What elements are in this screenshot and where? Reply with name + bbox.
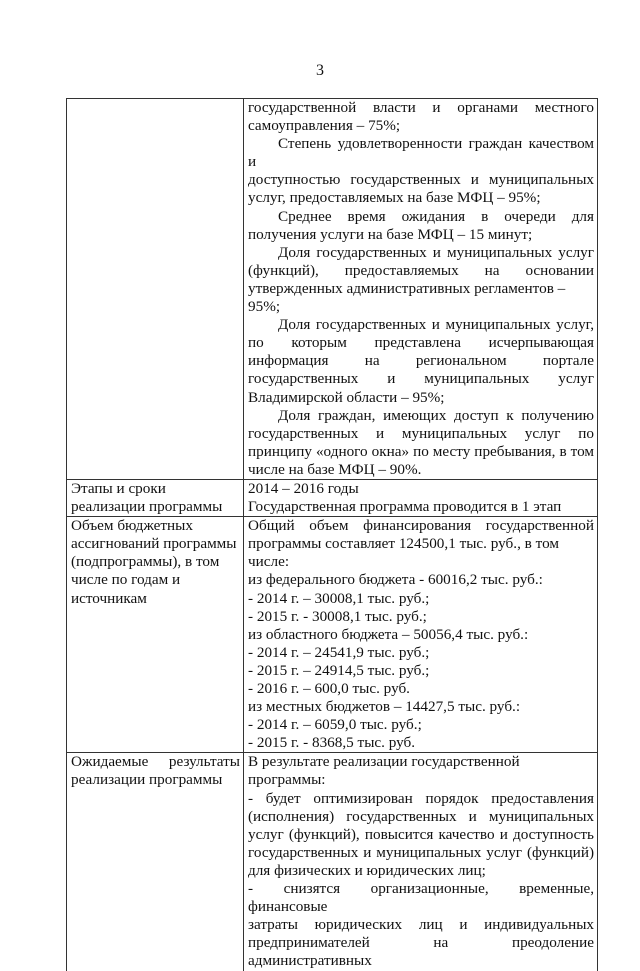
indicators-line: государственных и муниципальных услуг по — [248, 424, 594, 442]
stages-value-cell — [244, 479, 598, 516]
indicators-label-cell — [67, 99, 244, 480]
results-label-cell — [67, 753, 244, 971]
stages-label-line: реализации программы — [71, 498, 223, 516]
stages-line: 2014 – 2016 годы — [248, 479, 359, 497]
budget-line: - 2015 г. - 8368,5 тыс. руб. — [248, 734, 416, 752]
budget-line: - 2014 г. – 24541,9 тыс. руб.; — [248, 643, 430, 661]
results-line: - будет оптимизирован порядок предоставления — [248, 789, 594, 807]
table-row-indicators — [67, 99, 598, 480]
budget-label-line: Объем бюджетных — [71, 517, 193, 535]
results-line: для физических и юридических лиц; — [248, 861, 486, 879]
indicators-line: Владимирской области – 95%; — [248, 388, 445, 406]
budget-line: - 2015 г. - 30008,1 тыс. руб.; — [248, 607, 427, 625]
indicators-line: по которым представлена исчерпывающая — [248, 334, 594, 352]
results-line: услуг (функций), повысится качество и доступность — [248, 825, 594, 843]
indicators-line: информация на региональном портале — [248, 352, 594, 370]
stages-line: Государственная программа проводится в 1 этап — [248, 498, 562, 516]
stages-label-cell — [67, 479, 244, 516]
budget-line: программы составляет 124500,1 тыс. руб., в том числе: — [248, 535, 559, 571]
results-line: В результате реализации государственной программы: — [248, 753, 520, 789]
table-row-stages — [67, 479, 598, 516]
results-line: - снизятся организационные, временные, финансовые — [248, 880, 594, 916]
budget-label-cell — [67, 517, 244, 753]
indicators-line: Доля государственных и муниципальных услуг — [278, 243, 594, 261]
indicators-line: Степень удовлетворенности граждан качеством и — [248, 135, 594, 171]
indicators-line: утвержденных административных регламентов – 95%; — [248, 279, 566, 316]
budget-line: из федерального бюджета - 60016,2 тыс. руб.: — [248, 571, 543, 589]
budget-line: - 2016 г. – 600,0 тыс. руб. — [248, 680, 410, 697]
results-value-cell — [244, 753, 598, 971]
budget-line: - 2014 г. – 30008,1 тыс. руб.; — [248, 589, 430, 607]
budget-line: Общий объем финансирования государственной — [248, 517, 594, 535]
budget-line: из областного бюджета – 50056,4 тыс. руб.: — [248, 625, 529, 643]
indicators-value-cell — [244, 99, 598, 480]
program-passport-table — [66, 98, 598, 971]
indicators-line: государственной власти и органами местного — [248, 99, 594, 116]
indicators-line: принципу «одного окна» по месту пребывания, в том — [248, 442, 594, 460]
budget-line: из местных бюджетов – 14427,5 тыс. руб.: — [248, 698, 521, 716]
table-row-results — [67, 753, 598, 971]
results-line: предпринимателей на преодоление административных — [248, 934, 594, 970]
page-number: 3 — [316, 62, 324, 79]
indicators-line: Доля граждан, имеющих доступ к получению — [278, 406, 594, 424]
budget-value-cell — [244, 517, 598, 753]
indicators-line: получения услуги на базе МФЦ – 15 минут; — [248, 225, 533, 243]
results-line: (исполнения) государственных и муниципальных — [248, 807, 594, 825]
table-row-budget — [67, 517, 598, 753]
indicators-line: доступностью государственных и муниципальных — [248, 171, 594, 189]
indicators-line: Доля государственных и муниципальных услуг, — [278, 316, 594, 334]
budget-label-line: источникам — [71, 589, 147, 607]
indicators-line: самоуправления – 75%; — [248, 117, 401, 135]
budget-label-line: числе по годам и — [71, 571, 181, 589]
indicators-line: (функций), предоставляемых на основании — [248, 261, 594, 279]
budget-label-line: (подпрограммы), в том — [71, 553, 220, 571]
results-label-line: реализации программы — [71, 771, 223, 789]
results-label-line: Ожидаемые результаты — [71, 753, 240, 771]
budget-line: - 2015 г. – 24914,5 тыс. руб.; — [248, 661, 430, 679]
results-line: государственных и муниципальных услуг (функций) — [248, 843, 594, 861]
indicators-line: услуг, предоставляемых на базе МФЦ – 95%; — [248, 189, 541, 207]
indicators-line: Среднее время ожидания в очереди для — [278, 207, 594, 225]
stages-label-line: Этапы и сроки — [71, 479, 166, 497]
budget-line: - 2014 г. – 6059,0 тыс. руб.; — [248, 716, 422, 734]
budget-label-line: ассигнований программы — [71, 535, 237, 553]
indicators-line: государственных и муниципальных услуг — [248, 370, 594, 388]
indicators-line: числе на базе МФЦ – 90%. — [248, 460, 422, 478]
results-line: затраты юридических лиц и индивидуальных — [248, 916, 594, 934]
